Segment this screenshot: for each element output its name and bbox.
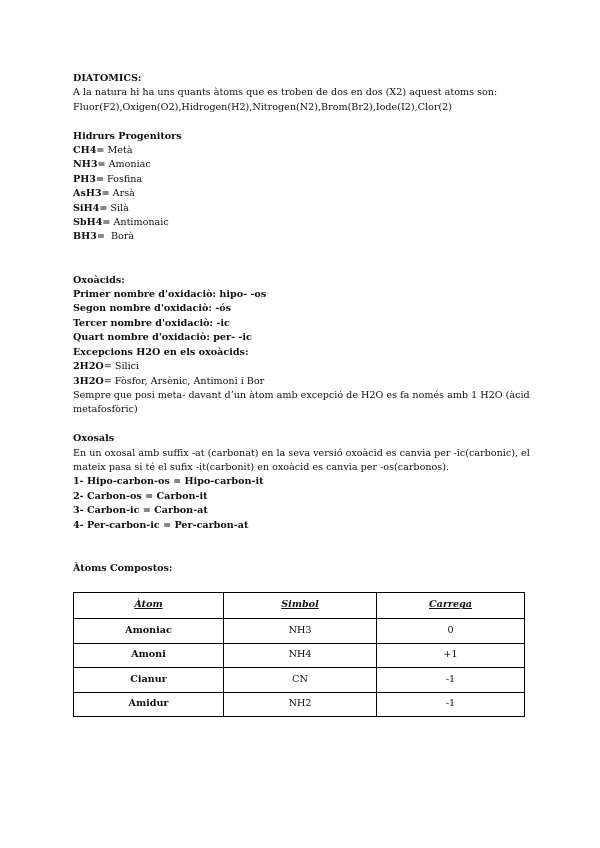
diatomics-title: DIATOMICS: (73, 73, 142, 84)
hydride-item (73, 187, 533, 201)
oxoacid-rule: Quart nombre d'oxidaciò: per- -ic (73, 332, 252, 344)
table-row (74, 692, 525, 717)
hydride-formula: PH3= (73, 173, 104, 185)
cell-symbol: NH2 (224, 692, 377, 717)
cell-symbol: NH4 (224, 643, 377, 668)
meta-note: Sempre que posi meta- davant d’un àtom amb excepció de H2O es fa només amb 1 H2O (àcid metafosfòric) (73, 389, 530, 416)
exceptions-title: Excepcions H2O en els oxoàcids: (73, 346, 249, 358)
spacer (73, 115, 533, 129)
document-page (73, 72, 533, 717)
oxosals-paragraph: En un oxosal amb suffix -at (carbonat) en la seva versió oxoàcid es canvia per -ic(carbonic), el mateix pasa si té el sufix -it(carbonit) en oxoàcid es canvia per -os(carbonos). (73, 447, 530, 473)
hydride-formula: CH4= (73, 145, 105, 157)
spacer (73, 245, 533, 274)
exception-formula: 3H2O (73, 375, 104, 387)
cell-symbol: CN (224, 668, 377, 693)
hydride-item (73, 202, 533, 216)
hydride-formula: BH3= (73, 231, 105, 243)
cell-atom: Amoni (74, 643, 224, 668)
hydride-formula: NH3= (73, 159, 106, 171)
hydride-name: Fosfina (104, 173, 143, 185)
hydride-name: Antimonaic (110, 217, 169, 229)
exception-text: = Silici (103, 361, 140, 373)
oxoacid-rule: Segon nombre d'oxidaciò: -ós (73, 303, 232, 315)
hydride-item (73, 216, 533, 230)
oxoacid-rule: Primer nombre d'oxidaciò: hipo- -os (73, 289, 267, 301)
cell-charge: -1 (377, 692, 525, 717)
compounds-table (73, 592, 525, 717)
exception-item (73, 360, 533, 374)
hydride-formula: SiH4= (73, 202, 108, 214)
hydride-name: Silà (107, 202, 129, 214)
hydride-item (73, 158, 533, 172)
table-header-row (74, 593, 525, 619)
cell-charge: -1 (377, 668, 525, 693)
cell-charge: +1 (377, 643, 525, 668)
exception-text: = Fòsfor, Arsènic, Antimoni i Bor (103, 375, 265, 387)
cell-symbol: NH3 (224, 619, 377, 644)
spacer (73, 418, 533, 432)
oxoacid-rule: Tercer nombre d'oxidaciò: -ic (73, 317, 230, 329)
table-row (74, 643, 525, 668)
oxosal-rule: 2- Carbon-os = Carbon-it (73, 490, 208, 502)
hydride-formula: AsH3= (73, 188, 110, 200)
exception-formula: 2H2O (73, 361, 104, 373)
compounds-title: Àtoms Compostos: (73, 562, 173, 574)
cell-atom: Amidur (74, 692, 224, 717)
cell-charge: 0 (377, 619, 525, 644)
oxosal-rule: 3- Carbon-ic = Carbon-at (73, 505, 208, 517)
spacer (73, 533, 533, 562)
hydride-item (73, 144, 533, 158)
diatomics-intro: A la natura hi ha uns quants àtoms que es troben de dos en dos (X2) aquest atoms son: (73, 87, 498, 99)
column-header-symbol: Simbol (224, 593, 377, 619)
column-header-atom: Àtom (74, 593, 224, 619)
cell-atom: Amoniac (74, 619, 224, 644)
table-row (74, 668, 525, 693)
diatomics-list: Fluor(F2),Oxigen(O2),Hidrogen(H2),Nitrogen(N2),Brom(Br2),Iode(I2),Clor(2) (73, 101, 453, 113)
hydride-name: Arsà (109, 188, 135, 200)
hydride-name: Borà (104, 231, 135, 243)
hydrides-title: Hidrurs Progenitors (73, 130, 182, 142)
hydride-formula: SbH4= (73, 217, 111, 229)
oxosals-title: Oxosals (73, 433, 115, 445)
oxosal-rule: 4- Per-carbon-ic = Per-carbon-at (73, 519, 249, 531)
column-header-charge: Carrega (377, 593, 525, 619)
cell-atom: Cianur (74, 668, 224, 693)
oxoacids-title: Oxoàcids: (73, 274, 125, 286)
table-row (74, 619, 525, 644)
hydride-name: Metà (104, 145, 133, 157)
hydride-name: Amoniac (105, 159, 151, 171)
hydride-item (73, 173, 533, 187)
hydride-item (73, 230, 533, 244)
oxosal-rule: 1- Hipo-carbon-os = Hipo-carbon-it (73, 476, 264, 488)
exception-item (73, 375, 533, 389)
